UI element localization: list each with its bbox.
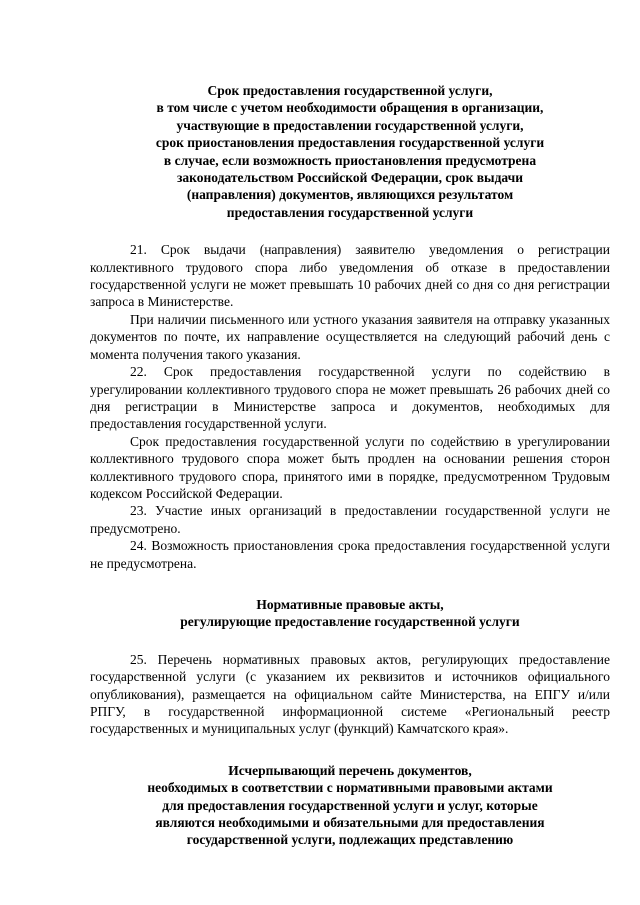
section-heading-service-term bbox=[90, 82, 610, 221]
heading-line: срок приостановления предоставления государственной услуги bbox=[155, 135, 545, 151]
paragraph-24: 24. Возможность приостановления срока предоставления государственной услуги не предусмотрена. bbox=[90, 538, 610, 571]
document-page bbox=[90, 82, 610, 849]
paragraph-21: 21. Срок выдачи (направления) заявителю уведомления о регистрации коллективного трудового спора либо уведомления об отказе в предоставлении государственной услуги не может превышать 10 рабочих дней со дня со дня регистрации запроса в Министерстве. bbox=[90, 242, 610, 310]
heading-line: необходимых в соответствии с нормативными правовыми актами bbox=[147, 780, 553, 796]
heading-line: Исчерпывающий перечень документов, bbox=[228, 762, 472, 778]
heading-line: (направления) документов, являющихся результатом bbox=[186, 187, 514, 203]
spacer bbox=[90, 738, 610, 762]
heading-line: участвующие в предоставлении государственной услуги, bbox=[176, 117, 524, 133]
heading-line: Нормативные правовые акты, bbox=[256, 596, 444, 612]
heading-line: законодательством Российской Федерации, срок выдачи bbox=[176, 170, 524, 186]
heading-line: в случае, если возможность приостановления предусмотрена bbox=[163, 152, 537, 168]
heading-line: регулирующие предоставление государственной услуги bbox=[180, 614, 520, 630]
spacer bbox=[90, 631, 610, 651]
heading-line: являются необходимыми и обязательными для предоставления bbox=[155, 815, 545, 831]
heading-line: Срок предоставления государственной услуги, bbox=[207, 83, 493, 98]
heading-line: предоставления государственной услуги bbox=[226, 204, 474, 220]
spacer bbox=[90, 221, 610, 241]
spacer bbox=[90, 572, 610, 596]
heading-line: в том числе с учетом необходимости обращения в организации, bbox=[156, 100, 544, 116]
paragraph-23: 23. Участие иных организаций в предоставлении государственной услуги не предусмотрено. bbox=[90, 503, 610, 536]
heading-line: для предоставления государственной услуги и услуг, которые bbox=[162, 797, 538, 813]
paragraph-term-extension: Срок предоставления государственной услуги по содействию в урегулировании коллективного трудового спора может быть продлен на основании решения сторон коллективного трудового спора, принятого ими в порядке, предусмотренном Трудовым кодексом Российской Федерации. bbox=[90, 433, 610, 501]
heading-line: государственной услуги, подлежащих представлению bbox=[186, 832, 514, 848]
paragraph-mail-instruction: При наличии письменного или устного указания заявителя на отправку указанных документов по почте, их направление осуществляется на следующий рабочий день с момента получения такого указания. bbox=[90, 311, 610, 362]
paragraph-22: 22. Срок предоставления государственной услуги по содействию в урегулировании коллективного трудового спора не может превышать 26 рабочих дней со дня регистрации в Министерстве запроса и документов, необходимых для предоставления государственной услуги. bbox=[90, 364, 610, 432]
section-heading-documents-list bbox=[90, 762, 610, 849]
paragraph-25: 25. Перечень нормативных правовых актов, регулирующих предоставление государственной услуги (с указанием их реквизитов и источников официального опубликования), размещается на официальном сайте Министерства, на ЕПГУ и/или РПГУ, в государственной информационной системе «Региональный реестр государственных и муниципальных услуг (функций) Камчатского края». bbox=[90, 651, 610, 737]
section-heading-normative-acts bbox=[90, 596, 610, 631]
